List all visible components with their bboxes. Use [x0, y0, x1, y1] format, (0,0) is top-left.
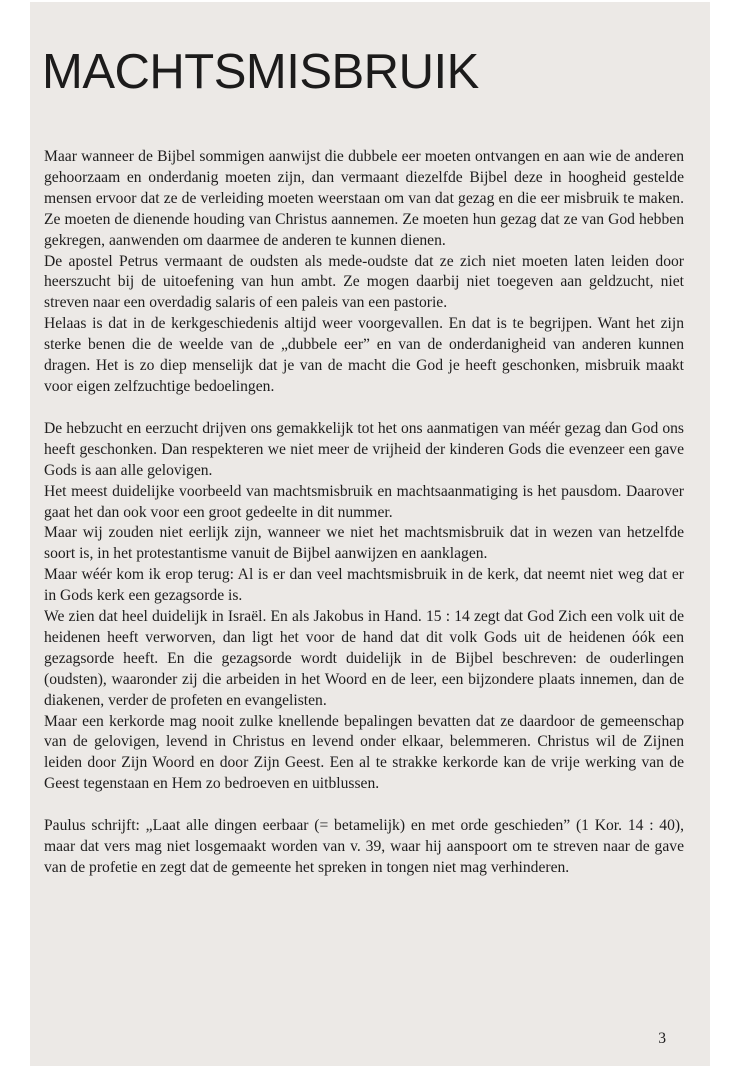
page-title: MACHTSMISBRUIK — [42, 45, 479, 99]
paragraph: De hebzucht en eerzucht drijven ons gemakkelijk tot het ons aanmatigen van méér gezag dan God ons heeft geschonken. Dan respekteren we niet meer de vrijheid der kinderen Gods die evenzeer een gave Gods is aan alle gelovigen. — [44, 419, 684, 479]
paragraph: We zien dat heel duidelijk in Israël. En als Jakobus in Hand. 15 : 14 zegt dat God Zich een volk uit de heidenen heeft verworven, dan ligt het voor de hand dat dit volk Gods uit de heidenen óók een gezagsorde heeft. En die gezagsorde wordt duidelijk in de Bijbel beschreven: de ouderlingen (oudsten), waaronder zij die arbeiden in het Woord en de leer, een bijzondere plaats innemen, dan de diakenen, verder de profeten en evangelisten. — [44, 608, 684, 709]
article-body — [44, 147, 684, 879]
paragraph: Het meest duidelijke voorbeeld van machtsmisbruik en machtsaanmatiging is het pausdom. Daarover gaat het dan ook voor een groot gedeelte in dit nummer. — [44, 482, 684, 521]
paragraph: Paulus schrijft: „Laat alle dingen eerbaar (= betamelijk) en met orde geschieden” (1 Kor. 14 : 40), maar dat vers mag niet losgemaakt worden van v. 39, waar hij aanspoort om te streven naar de gave van de profetie en zegt dat de gemeente het spreken in tongen niet mag verhinderen. — [44, 817, 684, 876]
document-page — [30, 2, 710, 1066]
paragraph-gap — [44, 398, 684, 419]
paragraph: Maar een kerkorde mag nooit zulke knellende bepalingen bevatten dat ze daardoor de gemeenschap van de gelovigen, levend in Christus en levend onder elkaar, belemmeren. Christus wil de Zijnen leiden door Zijn Woord en door Zijn Geest. Een al te strakke kerkorde kan de vrije werking van de Geest tegenstaan en Hem zo bedroeven en uitblussen. — [44, 712, 684, 793]
page-number: 3 — [658, 1030, 666, 1047]
paragraph: Maar wij zouden niet eerlijk zijn, wanneer we niet het machtsmisbruik dat in wezen van hetzelfde soort is, in het protestantisme vanuit de Bijbel aanwijzen en aanklagen. — [44, 524, 684, 563]
paragraph: Maar wanneer de Bijbel sommigen aanwijst die dubbele eer moeten ontvangen en aan wie de anderen gehoorzaam en onderdanig moeten zijn, dan vermaant diezelfde Bijbel deze in hoogheid gestelde mensen ervoor dat ze de verleiding moeten weerstaan om van dat gezag en die eer misbruik te maken. Ze moeten de dienende houding van Christus aannemen. Ze moeten hun gezag dat ze van God hebben gekregen, aanwenden om daarmee de anderen te kunnen dienen. — [44, 148, 684, 249]
paragraph: Helaas is dat in de kerkgeschiedenis altijd weer voorgevallen. En dat is te begrijpen. Want het zijn sterke benen die de weelde van de „dubbele eer” en van de onderdanigheid van anderen kunnen dragen. Het is zo diep menselijk dat je van de macht die God je heeft geschonken, misbruik maakt voor eigen zelfzuchtige bedoelingen. — [44, 315, 684, 395]
paragraph: Maar wéér kom ik erop terug: Al is er dan veel machtsmisbruik in de kerk, dat neemt niet weg dat er in Gods kerk een gezagsorde is. — [44, 566, 684, 605]
paragraph-gap — [44, 795, 684, 816]
paragraph: De apostel Petrus vermaant de oudsten als mede-oudste dat ze zich niet moeten laten leiden door heerszucht bij de uitoefening van hun ambt. Ze mogen daarbij niet toegeven aan geldzucht, niet streven naar een overdadig salaris of een paleis van een pastorie. — [44, 252, 684, 312]
